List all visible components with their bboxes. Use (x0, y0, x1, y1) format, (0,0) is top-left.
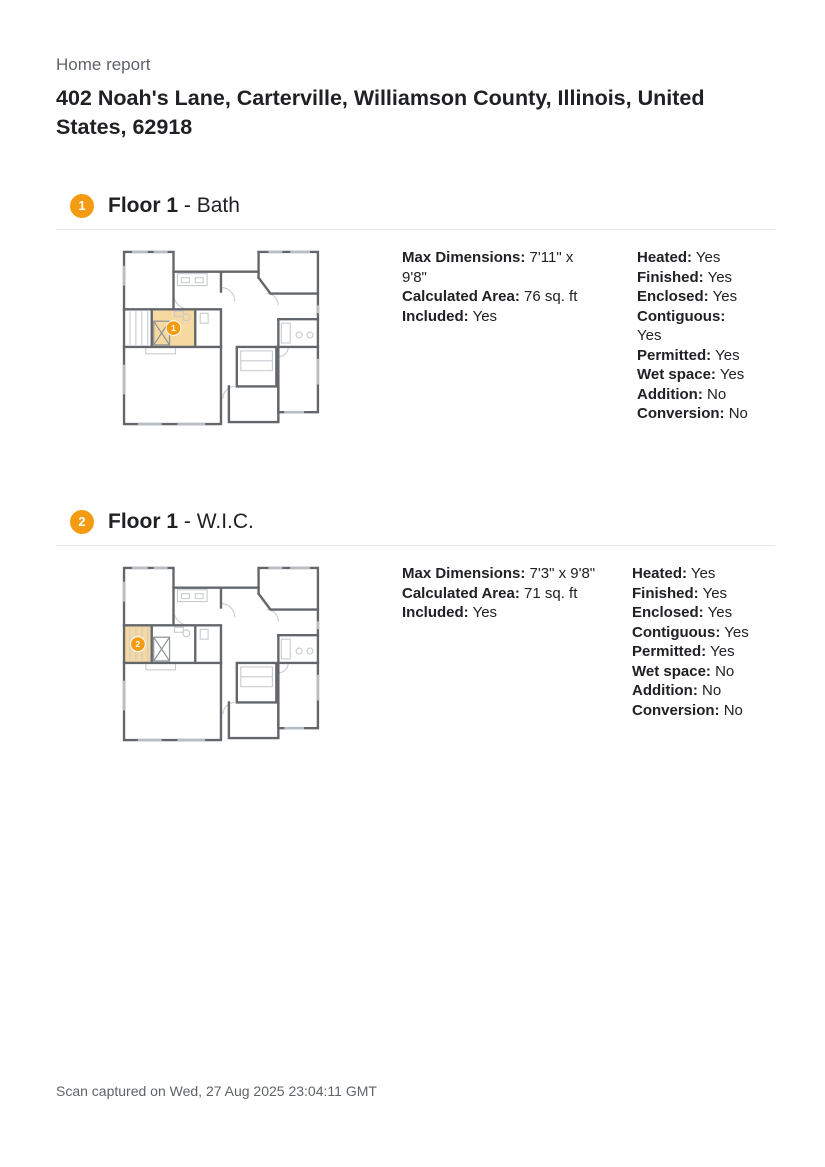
floor-plan-image (118, 248, 320, 432)
dimension-value: 71 sq. ft (524, 584, 578, 602)
attribute-line (632, 584, 772, 604)
attribute-label: Wet space: (632, 662, 711, 680)
section-title (108, 510, 254, 534)
attribute-label: Addition: (632, 682, 698, 699)
attribute-line (637, 365, 749, 385)
dimensions-column (402, 564, 624, 623)
dimension-line (402, 584, 624, 604)
attribute-value: No (706, 385, 727, 403)
dimension-line (402, 248, 587, 287)
attribute-line (637, 268, 749, 288)
section-floor1-bath (56, 194, 775, 432)
attribute-line (632, 681, 772, 701)
scan-timestamp: Scan captured on Wed, 27 Aug 2025 23:04:11 GMT (56, 1083, 377, 1099)
plan-marker-badge (166, 321, 181, 336)
attribute-label: Finished: (632, 584, 699, 602)
attribute-label: Enclosed: (632, 604, 704, 621)
attribute-label: Conversion: (637, 405, 725, 422)
attribute-line (632, 701, 772, 721)
attribute-line (637, 404, 749, 424)
attribute-line (637, 307, 749, 346)
attributes-column (632, 564, 772, 720)
shower-box (154, 637, 170, 661)
section-floor1-wic (56, 510, 775, 748)
attribute-label: Contiguous: (637, 307, 726, 325)
attribute-value: No (728, 405, 748, 422)
floor-label: Floor 1 (108, 510, 179, 533)
dimension-value: Yes (472, 604, 498, 621)
room-label: Bath (196, 194, 240, 217)
attribute-line (632, 623, 772, 643)
dimensions-column (402, 248, 587, 326)
attribute-value: No (715, 662, 735, 680)
section-title (108, 194, 240, 218)
dimension-value: Yes (472, 307, 498, 325)
dimension-line (402, 564, 624, 584)
dimension-label: Max Dimensions: (402, 565, 526, 582)
attribute-value: Yes (710, 643, 735, 660)
attribute-line (637, 346, 749, 366)
attribute-value: Yes (712, 288, 738, 305)
attribute-line (637, 385, 749, 405)
dimension-value: 7'3" x 9'8" (529, 565, 596, 582)
plan-marker-number: 2 (135, 639, 141, 650)
section-row (56, 564, 775, 748)
dimension-label: Calculated Area: (402, 288, 520, 305)
section-header (56, 510, 775, 534)
attribute-line (632, 603, 772, 623)
attribute-value: No (701, 682, 722, 699)
attribute-label: Addition: (637, 385, 703, 403)
dimension-value: 7'11" x 9'8" (402, 249, 574, 286)
attribute-label: Enclosed: (637, 288, 709, 305)
attribute-value: Yes (695, 249, 721, 266)
attribute-value: Yes (637, 327, 662, 344)
section-header (56, 194, 775, 218)
attribute-value: Yes (690, 565, 716, 582)
attribute-line (632, 564, 772, 584)
attribute-label: Wet space: (637, 366, 716, 383)
dimension-label: Calculated Area: (402, 584, 520, 602)
attribute-value: Yes (719, 366, 745, 383)
attribute-label: Conversion: (632, 701, 720, 719)
attribute-label: Heated: (637, 249, 693, 266)
attribute-line (637, 287, 749, 307)
dimension-line (402, 307, 587, 327)
floor-plan-image (118, 564, 320, 748)
attribute-line (632, 642, 772, 662)
attribute-value: Yes (707, 604, 733, 621)
attribute-value: Yes (702, 584, 728, 602)
property-address: 402 Noah's Lane, Carterville, Williamson County, Illinois, United States, 62918 (56, 86, 705, 139)
section-row (56, 248, 775, 432)
attribute-label: Permitted: (637, 346, 712, 364)
section-number-badge: 2 (70, 510, 94, 534)
room-label: W.I.C. (196, 510, 254, 533)
dimension-line (402, 287, 587, 307)
plan-marker-badge (130, 637, 145, 652)
attribute-value: Yes (715, 346, 740, 364)
dimension-value: 76 sq. ft (524, 288, 578, 305)
dimension-label: Max Dimensions: (402, 249, 526, 266)
separator: - (183, 194, 191, 217)
attribute-value: No (723, 701, 743, 719)
plan-marker-number: 1 (171, 323, 176, 334)
attribute-label: Contiguous: (632, 623, 721, 641)
dimension-line (402, 603, 624, 623)
attribute-line (637, 248, 749, 268)
attribute-value: Yes (707, 268, 733, 286)
attribute-line (632, 662, 772, 682)
section-divider (56, 545, 775, 546)
attribute-label: Finished: (637, 268, 704, 286)
dimension-label: Included: (402, 604, 469, 621)
floor-label: Floor 1 (108, 194, 179, 217)
section-divider (56, 229, 775, 230)
separator: - (183, 510, 191, 533)
attribute-label: Heated: (632, 565, 688, 582)
attribute-label: Permitted: (632, 643, 707, 660)
report-type-label: Home report (56, 55, 151, 74)
dimension-label: Included: (402, 307, 469, 325)
section-number-badge: 1 (70, 194, 94, 218)
attributes-column (637, 248, 749, 424)
attribute-value: Yes (724, 623, 749, 641)
